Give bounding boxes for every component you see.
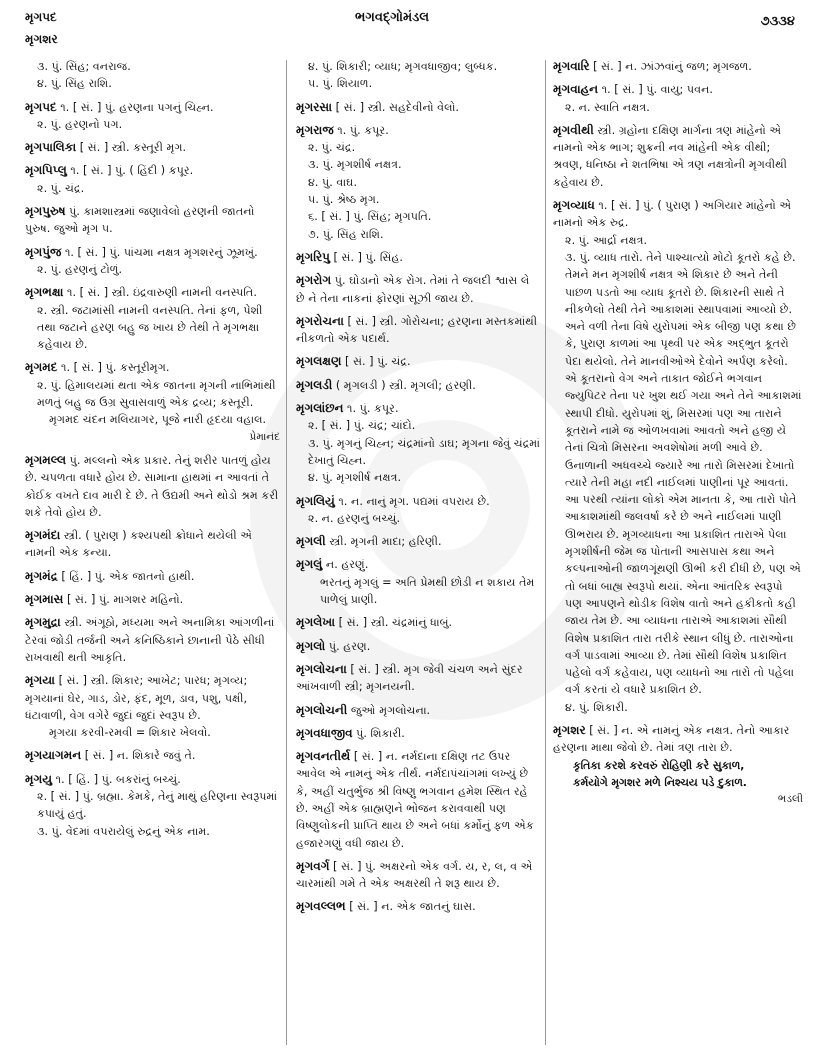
headword: મૃગવલ્લભ	[296, 899, 346, 914]
definition-text: ૧. [ હિં. ] પું. બકરાંનું બચ્ચું.	[55, 772, 181, 786]
usage-quote: મૃગયા કરવી-રમવી = શિકાર ખેલવો.	[49, 726, 211, 740]
usage-quote: મૃગમદ ચંદન મલિયાગર, પૂજે નારી હૃદયા વહાલ.	[49, 413, 267, 427]
definition-text: ૬. [ સં. ] પું. સિંહ; મૃગપતિ.	[308, 210, 432, 224]
definition-text: ૧. [ સં. ] પું. ( હિંદી ) કપૂર.	[70, 164, 194, 178]
dictionary-entry	[296, 313, 540, 348]
headword: મૃગવનતીર્થ	[296, 749, 351, 764]
definition-text: ૪. પું. શિકારી; વ્યાધ; મૃગવધાજીવ; લુબ્ધક.	[308, 60, 498, 73]
definition-text: ૪. પું. મૃગશીર્ષ નક્ષત્ર.	[308, 471, 402, 485]
definition-text: [ સં. ] ન. શિકારે જવું તે.	[84, 749, 196, 763]
dictionary-entry	[25, 203, 280, 238]
dictionary-entry	[296, 493, 540, 528]
definition-text: ૨. ન. સ્વાતિ નક્ષત્ર.	[565, 100, 650, 114]
definition-text: ૧. [ સં. ] પું. કસ્તૂરીમૃગ.	[60, 361, 170, 375]
definition-text: ૨. પું. હરણનો પગ.	[37, 117, 123, 131]
definition-text: પું. કામશાસ્ત્રમાં જણાવેલો હરણની જાતનો પુરુષ. જુઓ મૃગ ૫.	[25, 205, 255, 236]
definition-text: ૨. પું. ચંદ્ર.	[308, 141, 356, 155]
headword: મૃગવાહન	[553, 82, 599, 97]
dictionary-entry	[296, 702, 540, 719]
definition-text: પું. મલ્લનો એક પ્રકાર. તેનું શરીર પાતળું હોય છે. ચપળતા વધારે હોય છે. સામાના હાથમાં ન આવતાં તે કોઈક વખતે દાવ મારી દે છે. તે ઉદ્યમી અને થોડો શ્રમ કરી શકે તેવો હોય છે.	[25, 453, 279, 519]
definition-text: ૪. પું. શિકારી.	[565, 700, 628, 714]
usage-quote: ભરતનું મૃગલું = અતિ પ્રેમથી છોડી ન શકાય તેમ પાળેલું પ્રાણી.	[320, 575, 535, 607]
headword: મૃગલાંછન	[296, 401, 344, 416]
definition-text: ૨. [ સં. ] પું. ચંદ્ર; ચાંદો.	[308, 419, 416, 433]
dictionary-entry	[25, 568, 280, 585]
headword: મૃગયાગમન	[25, 748, 82, 763]
dictionary-entry	[25, 771, 280, 840]
dictionary-entry	[296, 122, 540, 243]
column-1	[25, 58, 280, 846]
headword: મૃગલોચના	[296, 661, 347, 676]
definition-text: ૧. [ સં. ] પું. ( પુરાણ ) અગિયાર માંહેનો એ નામનો એક રુદ્ર.	[553, 199, 792, 230]
headword: મૃગમંદા	[25, 528, 61, 543]
headword: મૃગલું	[296, 557, 323, 572]
page-header	[0, 0, 825, 52]
definition-text: સ્ત્રી. ગ્રહોના દક્ષિણ માર્ગના ત્રણ માંહેનો એ નામનો એક ભાગ; શુક્રની નવ માંહેની એક વીથી; શ્રવણ, ધનિષ્ઠા ને શતભિષા એ ત્રણ નક્ષત્રોની મૃગવીથી કહેવાય છે.	[553, 123, 787, 189]
headword: મૃગપાલિકા	[25, 140, 77, 155]
headword: મૃગલોચની	[296, 702, 348, 717]
dictionary-entry	[296, 614, 540, 631]
dictionary-entry	[296, 725, 540, 742]
definition-text: ૨. પું. ચંદ્ર.	[37, 181, 85, 195]
dictionary-entry	[25, 162, 280, 197]
dictionary-entry	[296, 661, 540, 696]
headword: મૃગરસા	[296, 99, 333, 114]
definition-text: ૩. પું. વેદમાં વપરાયેલું રુદ્રનું એક નામ.	[37, 824, 210, 838]
column-2	[296, 58, 540, 922]
definition-text: સ્ત્રી. અંગૂઠો, મધ્યમા અને અનામિકા આંગળીનાં ટેરવાં જોડી તર્જની અને કનિષ્ઠિકાને છાનાની પેઠે સીધી રાખવાથી થતી આકૃતિ.	[25, 616, 275, 664]
headword: મૃગરોગ	[296, 273, 332, 288]
dictionary-entry	[25, 284, 280, 353]
dictionary-entry	[296, 858, 540, 893]
dictionary-entry	[296, 400, 540, 486]
definition-text: ૧. [ સં. ] પું. વાયુ; પવન.	[601, 83, 713, 97]
headword: મૃગમુદ્રા	[25, 615, 61, 630]
definition-text: ૪. પું. વાઘ.	[308, 175, 357, 189]
definition-text: [ સં. ] પું. માગશર મહિનો.	[66, 593, 184, 607]
dictionary-entry	[25, 672, 280, 741]
dictionary-entry	[296, 377, 540, 394]
dictionary-entry	[25, 244, 280, 279]
dictionary-entry	[553, 197, 803, 716]
definition-text: ( મૃગલડી ) સ્ત્રી. મૃગલી; હરણી.	[335, 378, 476, 392]
definition-text: [ સં. ] ન. એક જાતનું ઘાસ.	[349, 900, 476, 914]
definition-text: પું. ઘોડાનો એક રોગ. તેમાં તે જલદી શ્વાસ લે છે ને તેના નાકનાં ફોરણાં સૂઝી જાય છે.	[296, 274, 530, 305]
definition-text: [ સં. ] ન. ઝાંઝવાંનું જળ; મૃગજળ.	[593, 60, 752, 73]
definition-text: [ સં. ] સ્ત્રી. સહદેવીનો વેલો.	[335, 100, 459, 114]
definition-text: ૫. પું. શ્રેષ્ઠ મૃગ.	[308, 193, 380, 207]
definition-text: [ સં. ] ન. નર્મદાના દક્ષિણ તટ ઉપર આવેલ એ નામનું એક તીર્થ. નર્મદાપંચાંગમાં લખ્યું છે કે, અહીં ચતુર્ભુજ શ્રી વિષ્ણુ ભગવાન હમેશ સ્થિત રહે છે. અહીં એક બ્રાહ્મણને ભોજન કરાવવાથી પણ વિષ્ણુલોકની પ્રાપ્તિ થાય છે અને બધાં કર્મોનું ફળ એક હજારગણું વધી જાય છે.	[296, 750, 534, 850]
headword: મૃગવીથી	[553, 122, 594, 137]
dictionary-entry	[296, 58, 540, 93]
guide-word-last: મૃગશર	[25, 32, 58, 46]
headword: મૃગવર્ગ	[296, 858, 330, 873]
definition-text: ૨. પું. હરણનું ટોળું.	[37, 262, 123, 276]
headword: મૃગલેખા	[296, 615, 336, 630]
definition-text: ૧. [ સં. ] સ્ત્રી. ઇંદ્રવારુણી નામની વનસ્પતિ.	[67, 286, 257, 300]
quote-attribution: ભડલી	[777, 793, 803, 806]
verse-line: કર્મયોગે મૃગશર મળે નિશ્ચય પડે દુકાળ.	[573, 775, 747, 789]
headword: મૃગલડી	[296, 377, 333, 392]
definition-text: [ સં. ] ન. એ નામનું એક નક્ષત્ર. તેનો આકાર હરણના માથા જેવો છે. તેમાં ત્રણ તારા છે.	[553, 723, 790, 755]
definition-text: ૩. પું. મૃગનું ચિહ્ન; ચંદ્રમાંનો ડાઘ; મૃગના જેવું ચંદ્રમાં દેખાતું ચિહ્ન.	[308, 436, 540, 467]
headword: મૃગલી	[296, 534, 326, 549]
headword: મૃગપુરુષ	[25, 204, 66, 219]
definition-text: જુઓ મૃગલોચના.	[350, 703, 431, 717]
definition-text: સ્ત્રી. મૃગની માદા; હરિણી.	[329, 535, 442, 549]
headword: મૃગમદ	[25, 360, 58, 375]
headword: મૃગપુંજ	[25, 244, 62, 259]
definition-text: [ સં. ] સ્ત્રી. ચંદ્રમાંનું ધાબું.	[338, 616, 453, 630]
definition-text: [ સં. ] સ્ત્રી. શિકાર; આખેટ; પારધ; મૃગવ્ય; મૃગયાનાં ઘેર, ગાડ, ડોર, ફંદ, મૂળ, ડાવ, પશુ, પક્ષી, ધંટાવાળી, વેગ વગેરે જુદાં જુદાં સ્વરૂપ છે.	[25, 674, 248, 722]
headword: મૃગપિપ્લુ	[25, 163, 67, 178]
dictionary-entry	[25, 99, 280, 134]
definition-text: [ સં. ] સ્ત્રી. ગોરોચના; હરણના મસ્તકમાંથી નીકળતો એક પદાર્થ.	[296, 314, 538, 346]
dictionary-entry	[296, 99, 540, 116]
dictionary-entry	[25, 527, 280, 562]
definition-text: ૩. પું. મૃગશીર્ષ નક્ષત્ર.	[308, 158, 402, 172]
definition-text: સ્ત્રી. ( પુરાણ ) કશ્યપથી ક્રોધાને થયેલી એ નામની એક કન્યા.	[25, 529, 253, 560]
definition-text: પું. હરણ.	[328, 639, 371, 653]
definition-text: ૧. ન. નાનું મૃગ. પદ્યમાં વપરાય છે.	[338, 494, 490, 508]
definition-text: [ સં. ] સ્ત્રી. કસ્તૂરી મૃગ.	[79, 141, 187, 155]
dictionary-entry	[296, 748, 540, 852]
definition-text: ૨. પું. આર્દ્રા નક્ષત્ર.	[565, 233, 648, 247]
definition-text: પું. શિકારી.	[356, 726, 405, 740]
dictionary-entry	[296, 353, 540, 370]
verse-line: કૃતિકા કરશે કરવરું રોહિણી કરે સુકાળ,	[573, 758, 745, 772]
dictionary-entry	[25, 359, 280, 445]
headword: મૃગશર	[553, 722, 586, 737]
dictionary-entry	[25, 614, 280, 666]
definition-text: [ સં. ] પું. સિંહ.	[333, 250, 403, 264]
headword: મૃગપદ	[25, 99, 57, 114]
guide-word-first: મૃગપદ	[25, 10, 57, 24]
dictionary-entry	[296, 898, 540, 915]
dictionary-entry	[25, 747, 280, 764]
headword: મૃગવારિ	[553, 59, 590, 73]
definition-text: ૪. પું. સિંહ રાશિ.	[37, 77, 112, 91]
definition-text: ૩. પું. સિંહ; વનરાજ.	[37, 60, 131, 73]
definition-text: ૧. [ સં. ] પું. હરણના પગનું ચિહ્ન.	[60, 100, 214, 114]
headword: મૃગમાસ	[25, 592, 64, 607]
definition-text: [ સં. ] પું. અક્ષરનો એક વર્ગ. ય, ર, લ, વ એ ચારમાંથી ગમે તે એક અક્ષરથી તે શરૂ થાય છે.	[296, 859, 533, 891]
dictionary-entry	[296, 556, 540, 608]
book-title: ભગવદ્ગોમંડલ	[355, 10, 430, 25]
dictionary-entry	[25, 452, 280, 521]
dictionary-entry	[296, 533, 540, 550]
headword: મૃગરાજ	[296, 122, 334, 137]
headword: મૃગયા	[25, 673, 56, 688]
dictionary-entry	[25, 58, 280, 93]
definition-text: ૧. પું. કપૂર.	[347, 402, 399, 416]
headword: મૃગભક્ષા	[25, 285, 64, 300]
definition-text: [ સં. ] પું. ચંદ્ર.	[345, 355, 411, 369]
definition-text: ૨. સ્ત્રી. જટામાંસી નામની વનસ્પતિ. તેનાં ફળ, પેશી તથા જટાને હરણ બહુ જ ખાય છે તેથી તે મૃગભક્ષા કહેવાય છે.	[37, 303, 263, 352]
column-divider	[286, 60, 287, 1045]
page-number: ૭૩૩૪	[760, 14, 795, 29]
definition-text: ૨. ન. હરણનું બચ્ચું.	[308, 511, 400, 525]
column-divider	[545, 60, 546, 1045]
dictionary-entry	[553, 722, 803, 808]
headword: મૃગરિપુ	[296, 249, 330, 264]
column-3	[553, 58, 803, 814]
definition-text: ૧. [ સં. ] પું. પાંચમા નક્ષત્ર મૃગશરનું ઝૂમખું.	[64, 245, 258, 259]
definition-text: ૭. પું. સિંહ રાશિ.	[308, 227, 384, 241]
headword: મૃગયુ	[25, 771, 53, 786]
dictionary-entry	[553, 122, 803, 191]
dictionary-entry	[296, 249, 540, 266]
dictionary-entry	[553, 81, 803, 116]
headword: મૃગલો	[296, 638, 326, 653]
definition-text: ૧. પું. કપૂર.	[337, 123, 389, 137]
dictionary-entry	[553, 58, 803, 75]
quote-attribution: પ્રેમાનંદ	[249, 430, 280, 443]
headword: મૃગલિયું	[296, 493, 335, 508]
dictionary-entry	[296, 272, 540, 307]
definition-text: [ હિં. ] પું. એક જાતનો હાથી.	[61, 569, 195, 583]
definition-text: [ સં. ] સ્ત્રી. મૃગ જેવી ચંચળ અને સુંદર આંખવાળી સ્ત્રી; મૃગનયની.	[296, 662, 523, 694]
headword: મૃગરોચના	[296, 313, 344, 328]
headword: મૃગવ્યાધ	[553, 198, 595, 213]
headword: મૃગલક્ષણ	[296, 354, 342, 369]
headword: મૃગવધાજીવ	[296, 725, 353, 740]
dictionary-entry	[25, 139, 280, 156]
definition-text: ૨. [ સં. ] પું. બ્રહ્મા. કેમકે, તેનું માથું હરિણના સ્વરૂપમાં કપાયું હતું.	[37, 789, 278, 821]
headword: મૃગમંદ્ર	[25, 568, 58, 583]
definition-text: ૩. પું. વ્યાધ તારો. તેને પાશ્ચાત્યો મોટો કૂતરો કહે છે. તેમને મન મૃગશીર્ષ નક્ષત્ર એ શિકાર છે અને તેની પાછળ પડતો આ વ્યાધ કૂતરો છે. શિકારની સાથે તે નીકળેલો તેથી તેને આકાશમાં સ્થાપવામાં આવ્યો છે. અને વળી તેના વિષે યુરોપમાં એક બીજી પણ કથા છે કે, પુરાણ કાળમાં આ પૃથ્વી પર એક અદ્ભુત કૂતરો પેદા થયેલો. તેને માનવીઓએ દેવોને અર્પણ કરેલો. એ કૂતરાનો વેગ અને તાકાત જોઈને ભગવાન જ્યુપિટર તેના પર ખુશ થઈ ગયા અને તેને આકાશમાં સ્થાપી દીધો. યુરોપમાં શું, મિસરમાં પણ આ તારાને કૂતરાને નામે જ ઓળખવામાં આવતો અને હજી યે તેનાં ચિત્રો મિસરના અવશેષોમાં મળી આવે છે. ઉનાળાની અધવચ્ચે જ્યારે આ તારો મિસરમાં દેખાતો ત્યારે તેની મહા નદી નાઈલમાં પાણીનાં પૂર આવતાં. આ પરથી ત્યાંના લોકો એમ માનતા કે, આ તારો પોતે આકાશમાંથી જલવર્ષા કરે છે અને નાઈલમાં પાણી ઊભરાય છે. મૃગવ્યાધના આ પ્રકાશિત તારાએ પેલા મૃગશીર્ષની જેમ જ પોતાની આસપાસ કથા અને કલ્પનાઓની જાળગૂંથણી ઊભી કરી દીધી છે, પણ એ તો બધાં બાહ્ય સ્વરૂપો થયાં. એના આંતરિક સ્વરૂપો પણ આપણને થોડીક વિશેષ વાતો અને હકીકતો કહી જાય તેમ છે. આ વ્યાધના તારાએ આકાશમાં સૌથી વિશેષ પ્રકાશિત તારા તરીકે સ્થાન લીધું છે. તારાઓના વર્ગ પાડવામાં આવ્યા છે. તેમાં સૌથી વિશેષ પ્રકાશિત પહેલો વર્ગ કહેવાય, પણ વ્યાધનો આ તારો તો પહેલા વર્ગ કરતાં યે વધારે પ્રકાશિત છે.	[565, 250, 802, 697]
definition-text: ૨. પું. હિમાલયમાં થતા એક જાતના મૃગની નાભિમાંથી મળતું બહુ જ ઉગ્ર સુવાસવાળું એક દ્રવ્ય; કસ્તૂરી.	[37, 378, 276, 410]
dictionary-entry	[25, 591, 280, 608]
definition-text: ન. હરણું.	[325, 558, 369, 572]
definition-text: ૫. પું. શિયાળ.	[308, 77, 373, 91]
headword: મૃગમલ્લ	[25, 452, 67, 467]
dictionary-entry	[296, 638, 540, 655]
